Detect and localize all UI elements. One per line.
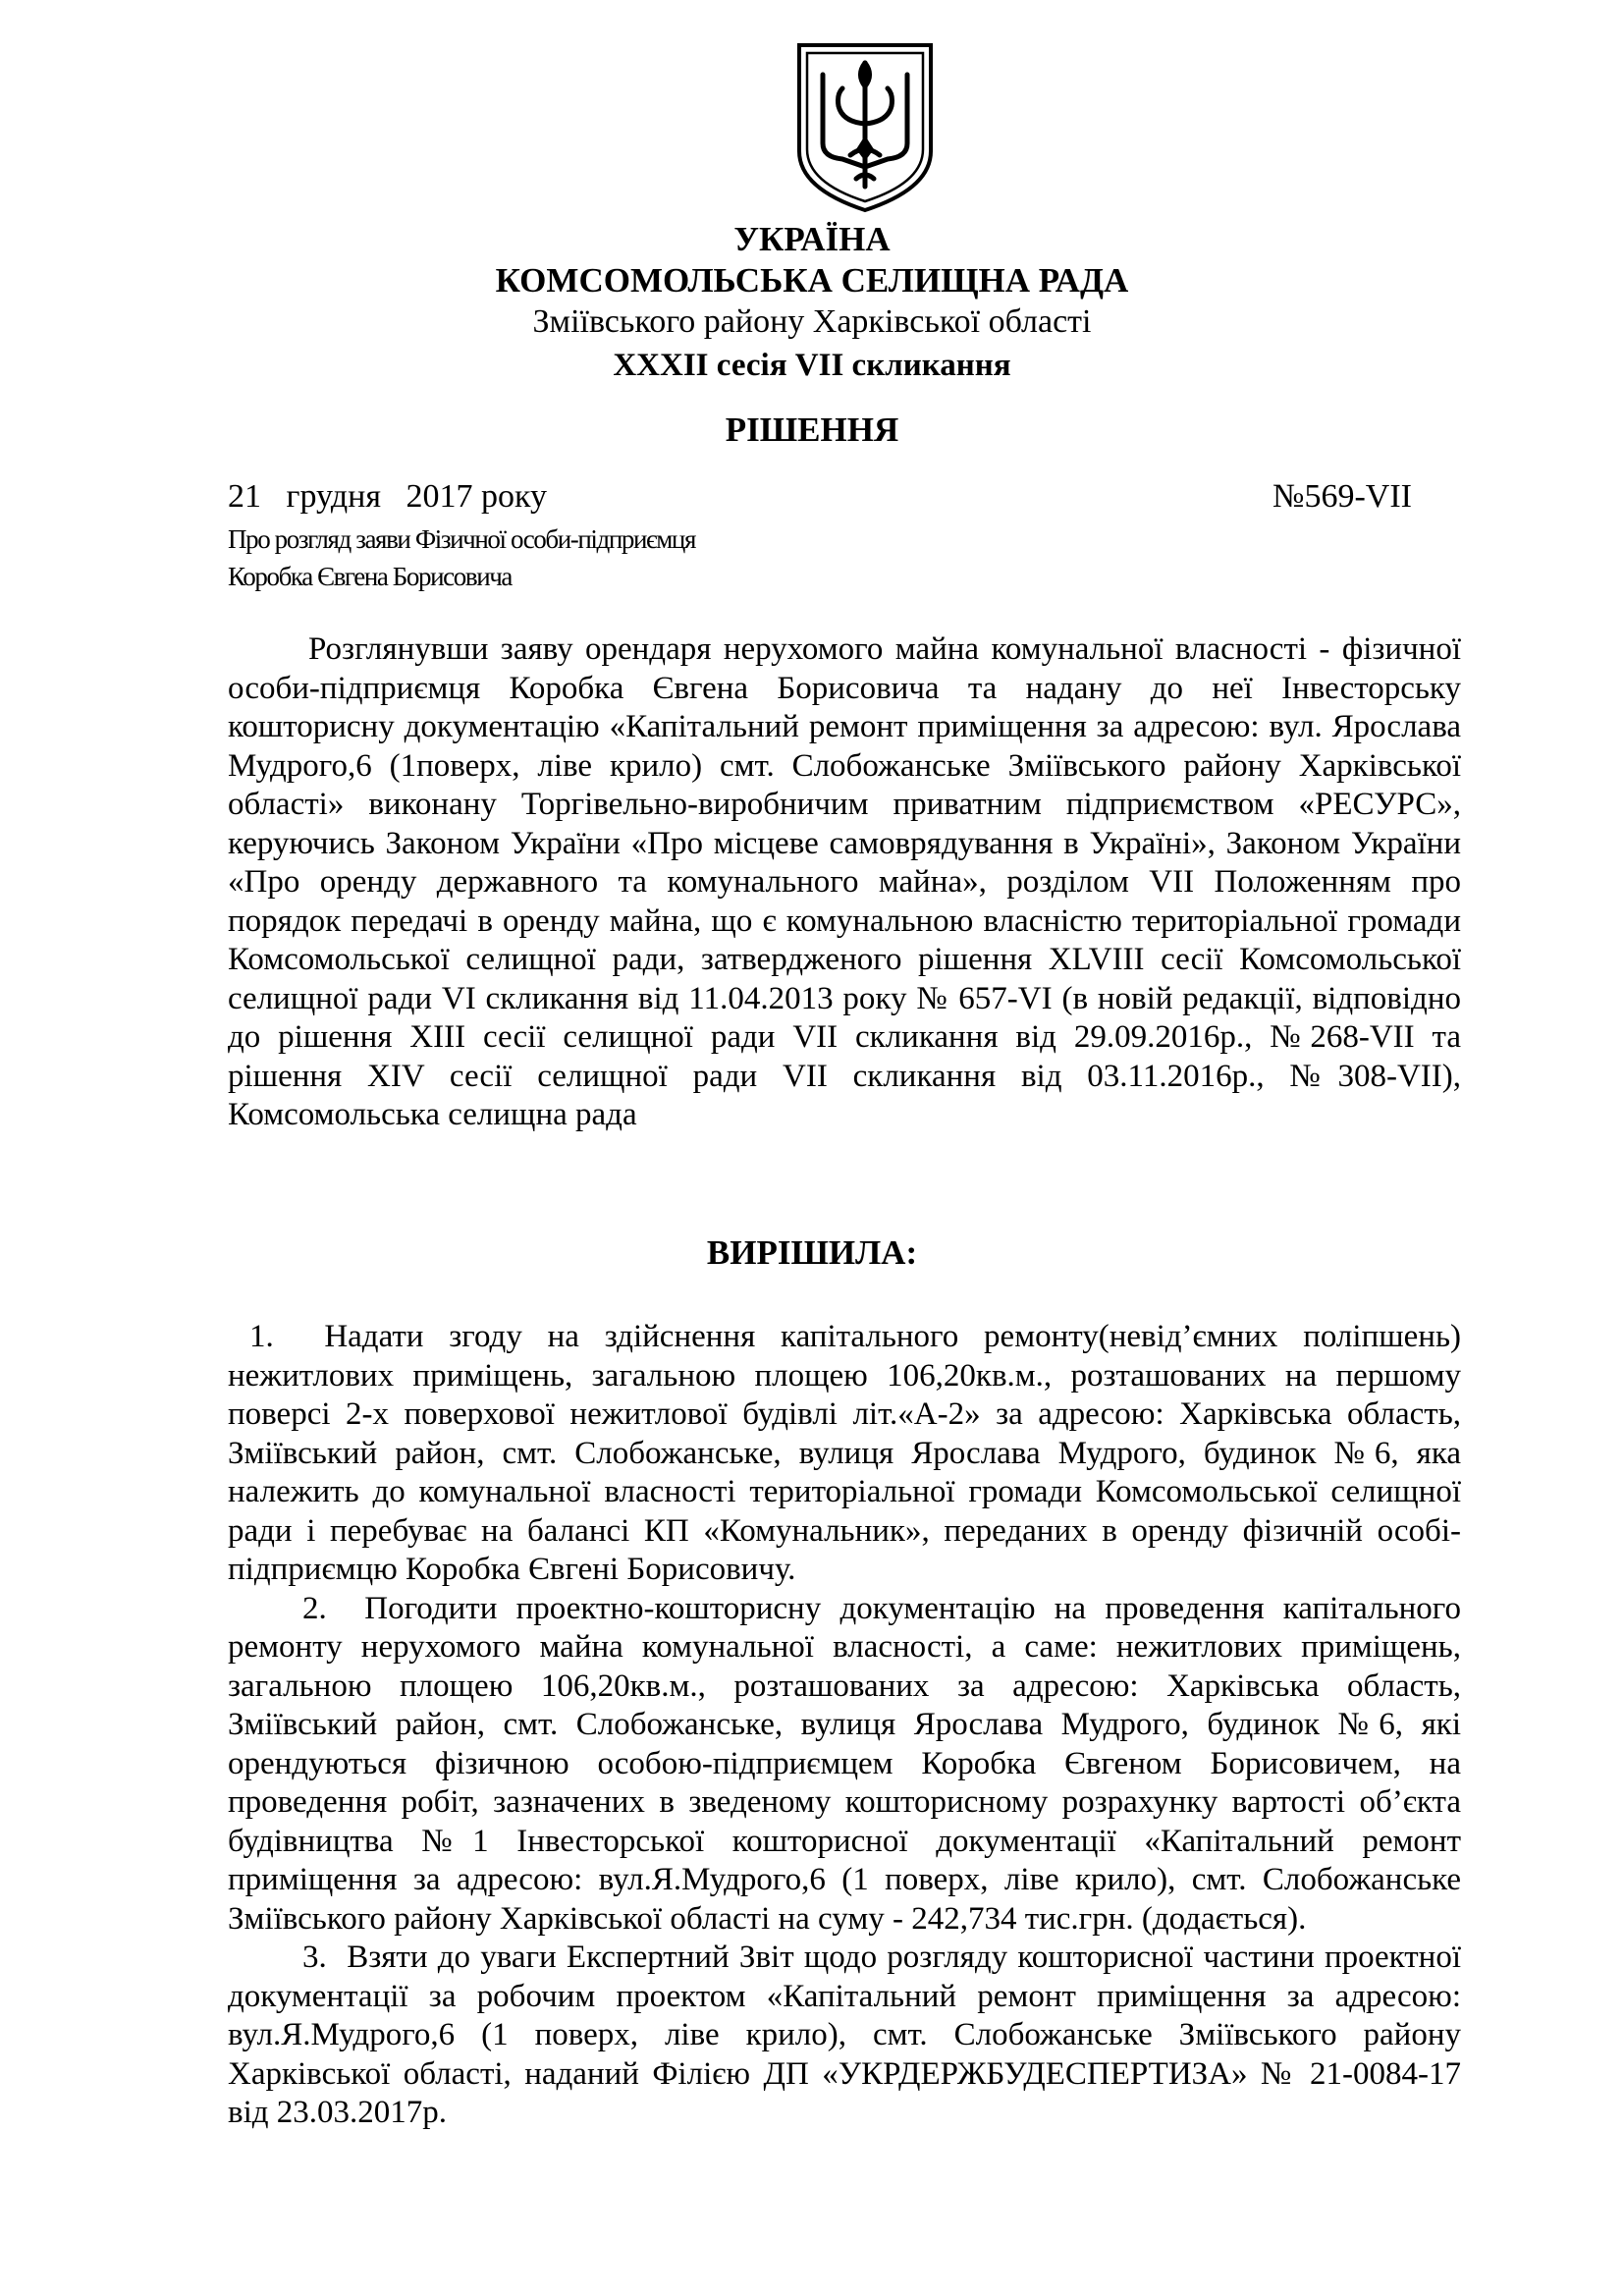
council-title: КОМСОМОЛЬСЬКА СЕЛИЩНА РАДА [495,261,1129,300]
item-number: 2. [302,1590,327,1626]
subject-line: Коробка Євгена Борисовича [228,562,513,591]
trident-coat-of-arms-icon [795,41,935,214]
item-text: Надати згоду на здійснення капітального ремонту(невід’ємних поліпшень) нежитлових приміщень, загальною площею 106,20кв.м., розташованих на першому поверсі 2-х поверхової нежитлової будівлі літ.«А-2» за адресою: Харківська область, Зміївський район, смт. Слобожанське, вулиця Ярослава Мудрого, будинок №6, яка належить до комунальної власності територіальної громади Комсомольської селищної ради і перебуває на балансі КП «Комунальник», переданих в оренду фізичній особі-підприємцю Коробка Євгені Борисовичу. [228,1319,1461,1587]
resolution-item [228,1939,1461,2133]
decision-subject [228,520,876,595]
item-text: Погодити проектно-кошторисну документацію на проведення капітального ремонту нерухомого майна комунальної власності, а саме: нежитлових приміщень, загальною площею 106,20кв.м., розташованих за адресою: Харківська область, Зміївський район, смт. Слобожанське, вулиця Ярослава Мудрого, будинок №6, які орендуються фізичною особою-підприємцем Коробка Євгеном Борисовичем, на проведення робіт, зазначених в зведеному кошторисному розрахунку вартості об’єкта будівництва №1 Інвесторської кошторисної документації «Капітальний ремонт приміщення за адресою: вул.Я.Мудрого,6 (1 поверх, ліве крило), смт. Слобожанське Зміївського району Харківської області на суму - 242,734 тис.грн. (додається). [228,1590,1461,1937]
district-title: Зміївського району Харківської області [532,303,1092,340]
resolution-items [228,1318,1461,2133]
resolution-item [228,1318,1461,1590]
decision-number: №569-VII [1272,478,1412,515]
country-title: УКРАЇНА [733,220,891,258]
resolved-heading: ВИРІШИЛА: [706,1233,918,1272]
preamble-paragraph: Розглянувши заяву орендаря нерухомого майна комунальної власності - фізичної особи-підприємця Коробка Євгена Борисовича та надану до неї Інвесторську кошторисну документацію «Капітальний ремонт приміщення за адресою: вул. Ярослава Мудрого,6 (1поверх, ліве крило) смт. Слобожанське Зміївського району Харківської області» виконану Торгівельно-виробничим приватним підприємством «РЕСУРС», керуючись Законом України «Про місцеве самоврядування в Україні», Законом України «Про оренду державного та комунального майна», розділом VII Положенням про порядок передачі в оренду майна, що є комунальною власністю територіальної громади Комсомольської селищної ради, затвердженого рішення XLVIII сесії Комсомольської селищної ради VI скликання від 11.04.2013 року № 657-VI (в новій редакції, відповідно до рішення XIII сесії селищної ради VII скликання від 29.09.2016р., №268-VII та рішення XIV сесії селищної ради VII скликання від 03.11.2016р., №308-VII), Комсомольська селищна рада [228,631,1461,1132]
resolution-item [228,1590,1461,1940]
decision-date: 21 грудня 2017 року [228,478,548,515]
session-title: XXXII сесія VII скликання [613,348,1011,383]
item-text: Взяти до уваги Експертний Звіт щодо розгляду кошторисної частини проектної документації за робочим проектом «Капітальний ремонт приміщення за адресою: вул.Я.Мудрого,6 (1 поверх, ліве крило), смт. Слобожанське Зміївського району Харківської області, наданий Філією ДП «УКРДЕРЖБУДЕСПЕРТИЗА» № 21-0084-17 від 23.03.2017р. [228,1940,1462,2130]
subject-line: Про розгляд заяви Фізичної особи-підприємця [228,524,696,554]
item-number: 3. [302,1940,327,1975]
decision-title: РІШЕННЯ [725,410,899,449]
item-number: 1. [249,1319,274,1354]
